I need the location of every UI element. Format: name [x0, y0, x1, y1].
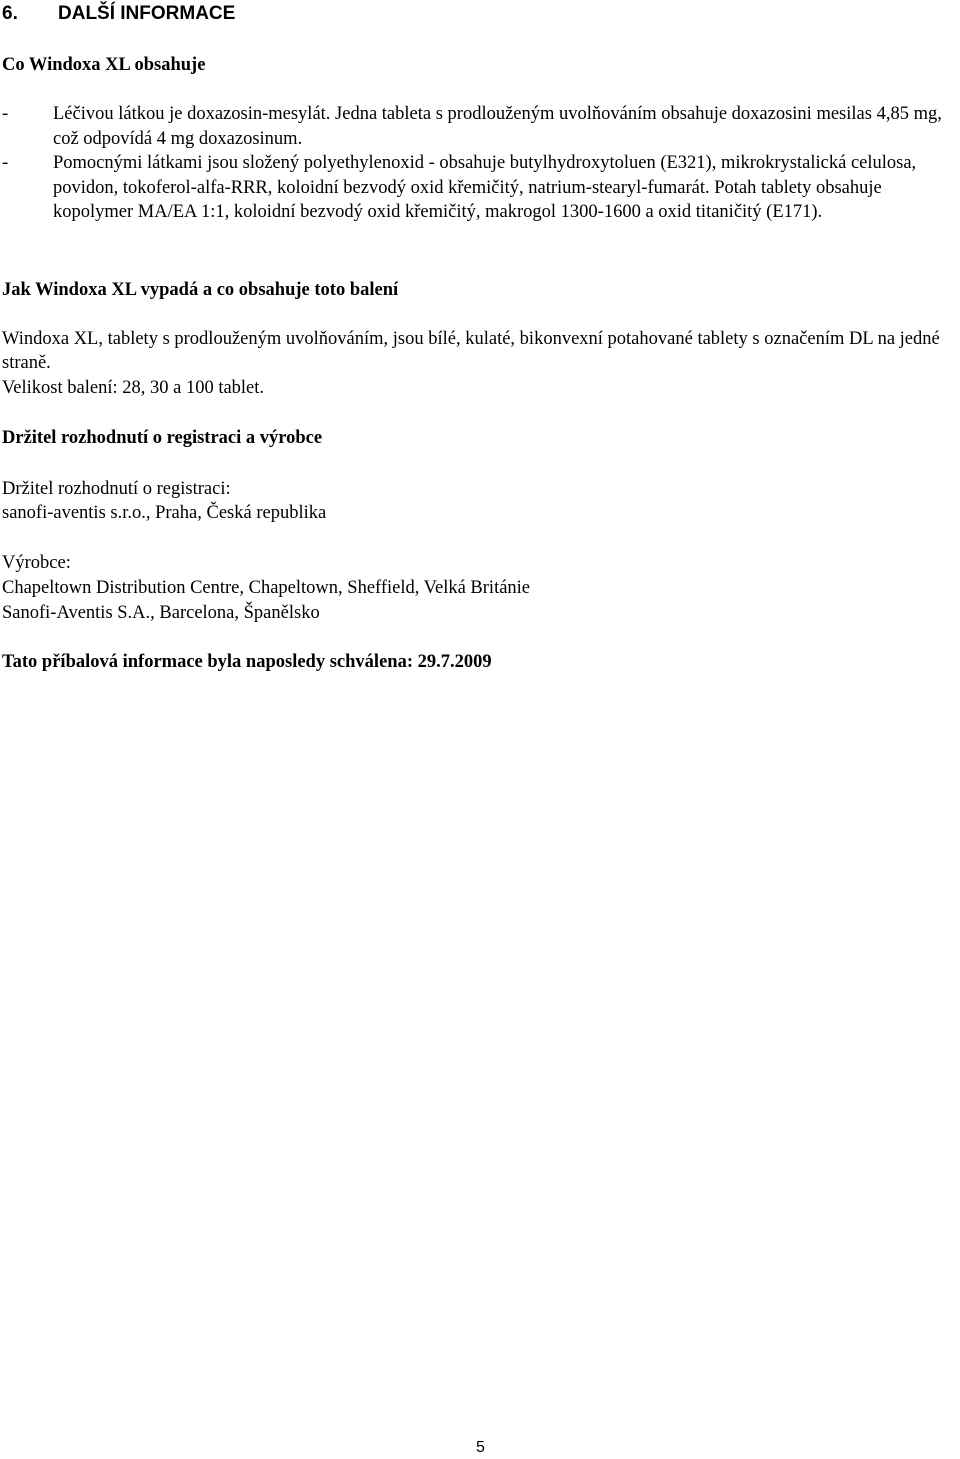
manufacturer-item: Sanofi-Aventis S.A., Barcelona, Španělsko: [2, 603, 320, 623]
bullet-dash: -: [2, 104, 9, 124]
page-number: 5: [476, 1439, 485, 1456]
bullet-text: Pomocnými látkami jsou složený polyethylenoxid - obsahuje butylhydroxytoluen (E321), mikrokrystalická celulosa, povidon, tokoferol-alfa-RRR, koloidní bezvodý oxid křemičitý, natrium-stearyl-fumarát. Potah tablety obsahuje kopolymer MA/EA 1:1, koloidní bezvodý oxid křemičitý, makrogol 1300-1600 a oxid titaničitý (E171).: [53, 153, 917, 222]
holder-label: Držitel rozhodnutí o registraci:: [2, 479, 231, 499]
contents-bullet-list: [2, 102, 958, 225]
contents-bullet-item: [2, 151, 958, 225]
pack-sizes: Velikost balení: 28, 30 a 100 tablet.: [2, 378, 265, 398]
manufacturer-item: Chapeltown Distribution Centre, Chapeltown, Sheffield, Velká Británie: [2, 578, 531, 598]
holder-heading: Držitel rozhodnutí o registraci a výrobce: [2, 428, 323, 448]
bullet-dash: -: [2, 153, 9, 173]
section-title: DALŠÍ INFORMACE: [58, 3, 236, 24]
contents-bullet-item: [2, 102, 958, 151]
section-heading: [2, 2, 235, 26]
appearance-description: Windoxa XL, tablety s prodlouženým uvolňováním, jsou bílé, kulaté, bikonvexní potahované tablety s označením DL na jedné straně.: [2, 329, 940, 373]
appearance-heading: Jak Windoxa XL vypadá a co obsahuje toto balení: [2, 280, 399, 300]
manufacturer-label: Výrobce:: [2, 553, 71, 573]
bullet-text: Léčivou látkou je doxazosin-mesylát. Jedna tableta s prodlouženým uvolňováním obsahuje doxazosini mesilas 4,85 mg, což odpovídá 4 mg doxazosinum.: [53, 104, 942, 149]
section-number: 6.: [2, 3, 18, 24]
approval-date: Tato příbalová informace byla naposledy schválena: 29.7.2009: [2, 652, 492, 672]
contents-heading: Co Windoxa XL obsahuje: [2, 55, 206, 75]
holder-name: sanofi-aventis s.r.o., Praha, Česká republika: [2, 503, 327, 523]
